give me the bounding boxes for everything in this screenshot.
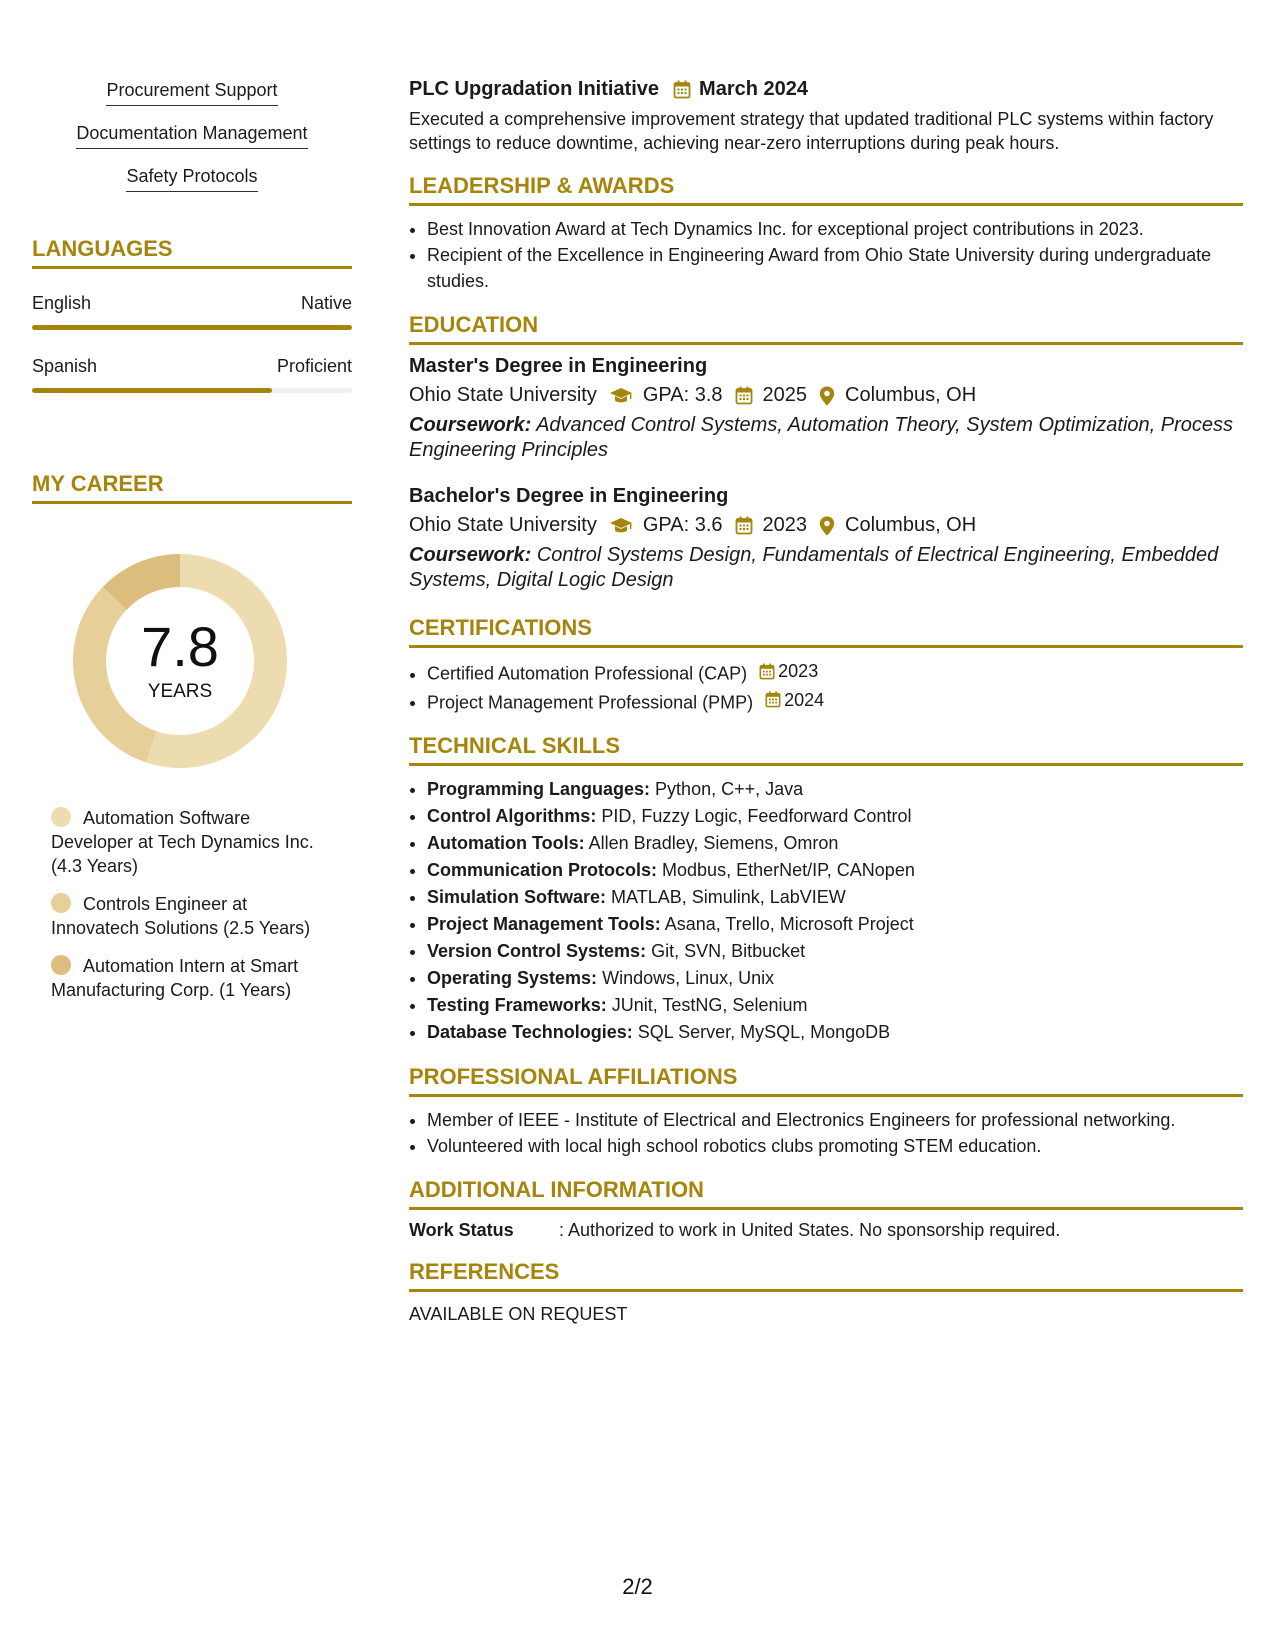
career-legend-label: Automation Software Developer at Tech Dynamics Inc. (4.3 Years) bbox=[51, 808, 314, 876]
project-title: PLC Upgradation Initiative bbox=[409, 78, 660, 100]
certification-year: 2023 bbox=[778, 661, 819, 681]
calendar-icon bbox=[765, 691, 781, 708]
coursework-label: Coursework: bbox=[409, 544, 532, 566]
skill-item bbox=[427, 884, 1243, 911]
education-section bbox=[409, 312, 1243, 593]
additional-info-section bbox=[409, 1177, 1243, 1241]
skill-item bbox=[427, 992, 1243, 1019]
additional-info-title: ADDITIONAL INFORMATION bbox=[409, 1177, 1243, 1210]
language-bar-fill bbox=[32, 388, 272, 393]
calendar-icon bbox=[759, 663, 775, 680]
language-bar-fill bbox=[32, 325, 352, 330]
skill-link-procurement[interactable]: Procurement Support bbox=[106, 80, 277, 106]
language-bar bbox=[32, 388, 352, 393]
degree-gpa: GPA: 3.8 bbox=[642, 384, 723, 406]
degree-location: Columbus, OH bbox=[845, 384, 977, 406]
education-title: EDUCATION bbox=[409, 312, 1243, 345]
skill-value: PID, Fuzzy Logic, Feedforward Control bbox=[601, 806, 912, 826]
map-pin-icon bbox=[819, 386, 835, 406]
legend-dot-icon bbox=[51, 955, 71, 975]
school-name: Ohio State University bbox=[409, 384, 597, 406]
coursework-text: Advanced Control Systems, Automation Theory, System Optimization, Process Engineering Principles bbox=[409, 414, 1234, 461]
left-column bbox=[32, 80, 352, 1016]
career-legend-item bbox=[51, 954, 331, 1002]
calendar-icon bbox=[673, 80, 691, 99]
skill-link-documentation[interactable]: Documentation Management bbox=[76, 123, 307, 149]
skill-item bbox=[427, 857, 1243, 884]
skill-label: Control Algorithms: bbox=[427, 806, 597, 826]
skill-value: JUnit, TestNG, Selenium bbox=[611, 995, 808, 1015]
list-item: • Member of IEEE - Institute of Electrical and Electronics Engineers for professional networking. bbox=[427, 1107, 1243, 1133]
skill-item bbox=[427, 776, 1243, 803]
references-title: REFERENCES bbox=[409, 1259, 1243, 1292]
skill-label: Simulation Software: bbox=[427, 887, 607, 907]
project-header bbox=[409, 78, 1243, 101]
skill-item bbox=[427, 965, 1243, 992]
list-item: • Recipient of the Excellence in Engineering Award from Ohio State University during undergraduate studies. bbox=[427, 242, 1243, 294]
degree-gpa: GPA: 3.6 bbox=[642, 514, 723, 536]
graduation-cap-icon bbox=[609, 387, 633, 405]
work-status-value: : Authorized to work in United States. No sponsorship required. bbox=[559, 1220, 1061, 1240]
legend-dot-icon bbox=[51, 807, 71, 827]
degree-year: 2023 bbox=[762, 514, 808, 536]
degree-year: 2025 bbox=[762, 384, 808, 406]
certification-name: Project Management Professional (PMP) bbox=[427, 692, 754, 712]
skill-value: Allen Bradley, Siemens, Omron bbox=[588, 833, 839, 853]
leadership-section bbox=[409, 173, 1243, 294]
language-item bbox=[32, 356, 352, 393]
list-item: • Best Innovation Award at Tech Dynamics Inc. for exceptional project contributions in 2023. bbox=[427, 216, 1243, 242]
skill-value: Git, SVN, Bitbucket bbox=[651, 941, 806, 961]
skill-label: Operating Systems: bbox=[427, 968, 598, 988]
certification-item bbox=[427, 687, 1243, 716]
references-text: AVAILABLE ON REQUEST bbox=[409, 1304, 628, 1324]
skill-value: Windows, Linux, Unix bbox=[602, 968, 775, 988]
language-level: Native bbox=[300, 293, 352, 313]
career-legend bbox=[51, 806, 331, 1002]
skill-link-safety[interactable]: Safety Protocols bbox=[126, 166, 257, 192]
language-name: Spanish bbox=[32, 356, 98, 376]
references-section bbox=[409, 1259, 1243, 1325]
right-column bbox=[409, 78, 1243, 1325]
leadership-title: LEADERSHIP & AWARDS bbox=[409, 173, 1243, 206]
school-name: Ohio State University bbox=[409, 514, 597, 536]
skill-links bbox=[32, 80, 352, 192]
career-legend-label: Automation Intern at Smart Manufacturing Corp. (1 Years) bbox=[51, 956, 299, 1000]
certifications-title: CERTIFICATIONS bbox=[409, 615, 1243, 648]
skill-item bbox=[427, 911, 1243, 938]
language-name: English bbox=[32, 293, 92, 313]
career-donut-chart bbox=[65, 546, 295, 776]
coursework-label: Coursework: bbox=[409, 414, 532, 436]
career-legend-label: Controls Engineer at Innovatech Solutions (2.5 Years) bbox=[51, 894, 311, 938]
language-item bbox=[32, 293, 352, 330]
skill-label: Programming Languages: bbox=[427, 779, 651, 799]
graduation-cap-icon bbox=[609, 517, 633, 535]
career-legend-item bbox=[51, 892, 331, 940]
skill-item bbox=[427, 830, 1243, 857]
skill-label: Testing Frameworks: bbox=[427, 995, 607, 1015]
skill-label: Database Technologies: bbox=[427, 1022, 633, 1042]
skill-label: Communication Protocols: bbox=[427, 860, 658, 880]
technical-skills-section bbox=[409, 733, 1243, 1046]
page-number: 2/2 bbox=[622, 1574, 653, 1599]
list-item: • Volunteered with local high school robotics clubs promoting STEM education. bbox=[427, 1133, 1243, 1159]
map-pin-icon bbox=[819, 516, 835, 536]
certification-year: 2024 bbox=[784, 689, 825, 710]
degree-title: Master's Degree in Engineering bbox=[409, 355, 708, 377]
affiliations-title: PROFESSIONAL AFFILIATIONS bbox=[409, 1064, 1243, 1097]
skill-value: MATLAB, Simulink, LabVIEW bbox=[611, 887, 846, 907]
affiliations-section bbox=[409, 1064, 1243, 1159]
career-years-unit: YEARS bbox=[147, 681, 213, 702]
languages-title: LANGUAGES bbox=[32, 236, 352, 269]
career-legend-item bbox=[51, 806, 331, 878]
skill-label: Version Control Systems: bbox=[427, 941, 647, 961]
degree-coursework bbox=[409, 543, 1243, 593]
certifications-section bbox=[409, 615, 1243, 715]
career-title: MY CAREER bbox=[32, 471, 352, 504]
skill-item bbox=[427, 1019, 1243, 1046]
legend-dot-icon bbox=[51, 893, 71, 913]
work-status-label: Work Status bbox=[409, 1220, 514, 1240]
skill-item bbox=[427, 938, 1243, 965]
skill-label: Project Management Tools: bbox=[427, 914, 661, 934]
degree-title: Bachelor's Degree in Engineering bbox=[409, 485, 729, 507]
skill-value: Python, C++, Java bbox=[655, 779, 804, 799]
certification-name: Certified Automation Professional (CAP) bbox=[427, 663, 748, 684]
skill-value: SQL Server, MySQL, MongoDB bbox=[637, 1022, 891, 1042]
coursework-text: Control Systems Design, Fundamentals of Electrical Engineering, Embedded Systems, Digital Logic Design bbox=[409, 544, 1219, 591]
language-bar bbox=[32, 325, 352, 330]
project-date: March 2024 bbox=[699, 78, 808, 100]
skill-label: Automation Tools: bbox=[427, 833, 585, 853]
technical-skills-title: TECHNICAL SKILLS bbox=[409, 733, 1243, 766]
career-total-years: 7.8 bbox=[141, 615, 219, 678]
language-level: Proficient bbox=[276, 356, 352, 376]
certification-item bbox=[427, 658, 1243, 687]
skill-value: Modbus, EtherNet/IP, CANopen bbox=[662, 860, 915, 880]
skill-item bbox=[427, 803, 1243, 830]
degree-coursework bbox=[409, 413, 1243, 463]
skill-value: Asana, Trello, Microsoft Project bbox=[664, 914, 914, 934]
degree-location: Columbus, OH bbox=[845, 514, 977, 536]
calendar-icon bbox=[735, 516, 753, 535]
project-description: Executed a comprehensive improvement strategy that updated traditional PLC systems within factory settings to reduce downtime, achieving near-zero interruptions during peak hours. bbox=[409, 109, 1214, 153]
degree-entry bbox=[409, 355, 1243, 463]
calendar-icon bbox=[735, 386, 753, 405]
degree-entry bbox=[409, 485, 1243, 593]
